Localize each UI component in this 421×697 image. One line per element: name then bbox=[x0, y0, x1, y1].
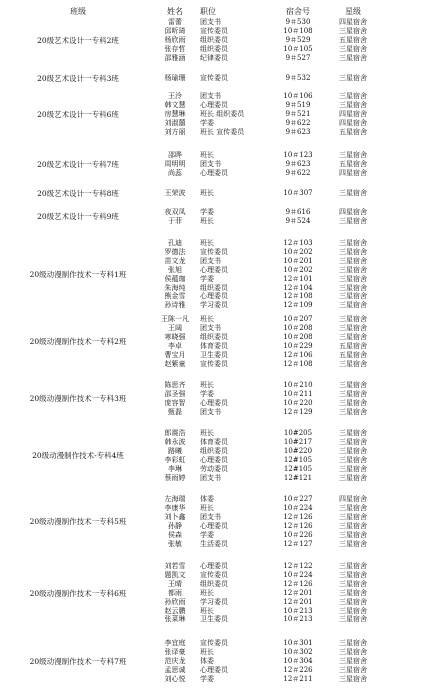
dorm-star-rating: 三星宿舍 bbox=[339, 437, 367, 446]
dorm-room: 12＃126 bbox=[283, 579, 313, 588]
member-name: 李宜庭 bbox=[164, 639, 186, 647]
member-name: 刘淑囍 bbox=[164, 118, 186, 127]
dorm-room: 10#220 bbox=[283, 446, 313, 455]
member-position: 劳动委员 bbox=[200, 464, 228, 473]
dorm-room: 10＃229 bbox=[283, 341, 313, 350]
dorm-star-rating: 三星宿舍 bbox=[339, 665, 367, 674]
dorm-star-rating: 三星宿舍 bbox=[339, 446, 367, 455]
member-name: 王晴 bbox=[168, 579, 182, 588]
dorm-room: 12＃122 bbox=[283, 562, 313, 570]
dorm-room: 12＃127 bbox=[283, 539, 313, 548]
member-name: 李卓 bbox=[168, 341, 182, 350]
dorm-room: 12＃211 bbox=[283, 674, 313, 683]
dorm-room: 10＃208 bbox=[283, 332, 313, 341]
dorm-room: 12#105 bbox=[283, 455, 313, 464]
header-position: 职位 bbox=[200, 7, 216, 16]
member-name: 郎震浩 bbox=[164, 429, 186, 437]
member-position: 心理委员 bbox=[200, 292, 228, 301]
dorm-room: 10＃224 bbox=[283, 503, 313, 512]
class-name: 20级艺术设计一专科6班 bbox=[37, 109, 119, 119]
header-room: 宿舍号 bbox=[286, 7, 310, 16]
member-position: 班长 bbox=[200, 381, 214, 389]
dorm-room: 12＃201 bbox=[283, 588, 313, 597]
class-name: 20级动漫制作技术一专科7班 bbox=[29, 656, 127, 666]
member-position: 团支书 bbox=[200, 407, 221, 416]
member-position: 生活委员 bbox=[200, 539, 228, 548]
dorm-room: 9＃524 bbox=[285, 216, 311, 225]
dorm-room: 12＃126 bbox=[283, 521, 313, 530]
member-position: 宣传委员 bbox=[200, 570, 228, 579]
member-position: 心理委员 bbox=[200, 100, 228, 109]
member-name: 王阔 bbox=[168, 323, 182, 332]
member-name: 赵紫童 bbox=[164, 359, 186, 368]
dorm-star-rating: 三星宿舍 bbox=[339, 407, 367, 416]
dorm-star-rating: 三星宿舍 bbox=[339, 606, 367, 615]
dorm-room: 12＃104 bbox=[283, 283, 313, 292]
dorm-star-rating: 四星宿舍 bbox=[339, 495, 367, 503]
member-name: 邵晔 bbox=[168, 151, 182, 159]
class-name: 20级艺术设计一专科2班 bbox=[37, 35, 119, 45]
member-position: 学习委员 bbox=[200, 597, 228, 606]
member-position: 班长 bbox=[200, 216, 214, 225]
dorm-star-rating: 三星宿舍 bbox=[339, 639, 367, 647]
member-position: 宣传委员 bbox=[200, 359, 228, 368]
member-name: 尚蕊 bbox=[168, 168, 182, 177]
dorm-room: 10＃208 bbox=[283, 323, 313, 332]
dorm-star-rating: 三星宿舍 bbox=[339, 674, 367, 683]
dorm-star-rating: 三星宿舍 bbox=[339, 256, 367, 265]
dorm-star-rating: 三星宿舍 bbox=[339, 239, 367, 247]
dorm-room: 12＃108 bbox=[283, 292, 313, 301]
dorm-room: 10＃123 bbox=[283, 151, 313, 159]
dorm-star-rating: 三星宿舍 bbox=[339, 464, 367, 473]
dorm-star-rating: 四星宿舍 bbox=[339, 109, 367, 118]
member-position: 团支书 bbox=[200, 323, 221, 332]
member-position: 班长 宣传委员 bbox=[200, 127, 245, 136]
member-name: 张译豪 bbox=[164, 647, 186, 656]
class-name: 20级艺术设计一专科9班 bbox=[37, 212, 119, 222]
header-star: 星级 bbox=[345, 7, 361, 16]
member-position: 心理委员 bbox=[200, 265, 228, 274]
dorm-star-rating: 三星宿舍 bbox=[339, 579, 367, 588]
member-position: 学委 bbox=[200, 208, 214, 216]
dorm-star-rating: 三星宿舍 bbox=[339, 473, 367, 482]
member-position: 心理委员 bbox=[200, 168, 228, 177]
member-position: 宣传委员 bbox=[200, 26, 228, 35]
member-position: 班长 bbox=[200, 151, 214, 159]
dorm-room: 9＃622 bbox=[285, 118, 311, 127]
member-name: 蔡雨婷 bbox=[164, 473, 186, 482]
dorm-room: 10#217 bbox=[283, 437, 313, 446]
member-position: 宣传委员 bbox=[200, 74, 228, 82]
member-position: 心理委员 bbox=[200, 455, 228, 464]
dorm-room: 9＃519 bbox=[285, 100, 311, 109]
class-name: 20级动漫制作技术一专科3班 bbox=[29, 394, 127, 404]
dorm-room: 9＃530 bbox=[285, 18, 311, 26]
member-position: 团支书 bbox=[200, 92, 221, 100]
member-name: 邱昕琦 bbox=[164, 26, 186, 35]
member-position: 心理委员 bbox=[200, 521, 228, 530]
dorm-room: 10＃106 bbox=[283, 92, 313, 100]
member-name: 张存哲 bbox=[164, 44, 186, 53]
dorm-star-rating: 三星宿舍 bbox=[339, 562, 367, 570]
dorm-star-rating: 三星宿舍 bbox=[339, 656, 367, 665]
member-name: 李康华 bbox=[164, 503, 186, 512]
dorm-star-rating: 五星宿舍 bbox=[339, 35, 367, 44]
member-position: 学委 bbox=[200, 674, 214, 683]
member-position: 组织委员 bbox=[200, 35, 228, 44]
member-name: 于菲 bbox=[168, 216, 182, 225]
member-position: 学委 bbox=[200, 530, 214, 539]
dorm-room: 12＃201 bbox=[283, 597, 313, 606]
member-name: 夜双凤 bbox=[164, 208, 186, 216]
member-name: 李琳 bbox=[168, 464, 182, 473]
dorm-room: 10＃210 bbox=[283, 381, 313, 389]
dorm-room: 9＃623 bbox=[285, 159, 311, 168]
member-position: 体委 bbox=[200, 656, 214, 665]
member-position: 组织委员 bbox=[200, 446, 228, 455]
dorm-star-rating: 五星宿舍 bbox=[339, 350, 367, 359]
dorm-star-rating: 三星宿舍 bbox=[339, 389, 367, 398]
dorm-room: 10＃226 bbox=[283, 530, 313, 539]
member-position: 团支书 bbox=[200, 256, 221, 265]
dorm-star-rating: 四星宿舍 bbox=[339, 208, 367, 216]
dorm-room: 12＃126 bbox=[283, 512, 313, 521]
class-name: 20级动漫制作技术一专科1班 bbox=[29, 270, 127, 280]
member-position: 团支书 bbox=[200, 512, 221, 521]
dorm-star-rating: 三星宿舍 bbox=[339, 530, 367, 539]
member-name: 周明明 bbox=[164, 159, 186, 168]
member-name: 曹宝月 bbox=[164, 350, 186, 359]
member-name: 侯森 bbox=[168, 530, 182, 539]
dorm-room: 12＃108 bbox=[283, 359, 313, 368]
dorm-room: 9＃622 bbox=[285, 168, 311, 177]
dorm-room: 12＃129 bbox=[283, 407, 313, 416]
dorm-room: 12#121 bbox=[283, 473, 313, 482]
class-name: 20级动漫制作技术-专科4班 bbox=[32, 451, 124, 461]
member-position: 学习委员 bbox=[200, 301, 228, 310]
dorm-star-rating: 三星宿舍 bbox=[339, 74, 367, 82]
member-name: 路曦 bbox=[168, 446, 182, 455]
dorm-star-rating: 三星宿舍 bbox=[339, 381, 367, 389]
dorm-room: 9＃529 bbox=[285, 35, 311, 44]
dorm-star-rating: 五星宿舍 bbox=[339, 127, 367, 136]
member-position: 班长 bbox=[200, 315, 214, 323]
dorm-star-rating: 三星宿舍 bbox=[339, 512, 367, 521]
dorm-star-rating: 三星宿舍 bbox=[339, 247, 367, 256]
member-position: 班长 bbox=[200, 588, 214, 597]
dorm-room: 10＃108 bbox=[283, 26, 313, 35]
member-name: 朱海纯 bbox=[164, 283, 186, 292]
dorm-room: 9＃532 bbox=[285, 74, 311, 82]
dorm-star-rating: 三星宿舍 bbox=[339, 521, 367, 530]
dorm-room: 10＃105 bbox=[283, 44, 313, 53]
dorm-star-rating: 四星宿舍 bbox=[339, 18, 367, 26]
member-name: 孙欣雨 bbox=[164, 597, 186, 606]
dorm-room: 9＃521 bbox=[285, 109, 311, 118]
dorm-room: 10＃211 bbox=[283, 389, 313, 398]
member-name: 孙静 bbox=[168, 521, 182, 530]
member-position: 班长 bbox=[200, 189, 214, 197]
dorm-star-rating: 三星宿舍 bbox=[339, 323, 367, 332]
class-name: 20级动漫制作技术一专科2班 bbox=[29, 337, 127, 347]
member-name: 孟思诚 bbox=[164, 665, 186, 674]
member-name: 左海瑞 bbox=[164, 495, 186, 503]
member-name: 范庆龙 bbox=[164, 656, 186, 665]
class-name: 20级动漫制作技术一专科6班 bbox=[29, 588, 127, 598]
member-position: 组织委员 bbox=[200, 283, 228, 292]
dorm-star-rating: 三星宿舍 bbox=[339, 265, 367, 274]
dorm-star-rating: 三星宿舍 bbox=[339, 503, 367, 512]
member-position: 学委 bbox=[200, 389, 214, 398]
member-name: 刘若雪 bbox=[164, 562, 186, 570]
member-position: 卫生委员 bbox=[200, 350, 228, 359]
dorm-star-rating: 三星宿舍 bbox=[339, 301, 367, 310]
dorm-star-rating: 三星宿舍 bbox=[339, 53, 367, 62]
member-position: 宣传委员 bbox=[200, 247, 228, 256]
member-name: 张敏 bbox=[168, 539, 182, 548]
dorm-star-rating: 三星宿舍 bbox=[339, 332, 367, 341]
dorm-star-rating: 三星宿舍 bbox=[339, 26, 367, 35]
dorm-room: 10＃213 bbox=[283, 615, 313, 624]
member-position: 团支书 bbox=[200, 159, 221, 168]
member-position: 组织委员 bbox=[200, 332, 228, 341]
member-name: 侯蕴珈 bbox=[164, 274, 186, 283]
member-name: 寒晓强 bbox=[164, 332, 186, 341]
member-name: 韩永波 bbox=[164, 437, 186, 446]
dorm-star-rating: 五星宿舍 bbox=[339, 341, 367, 350]
member-name: 雷蕾 bbox=[168, 18, 182, 26]
member-name: 邵圣强 bbox=[164, 389, 186, 398]
member-name: 熊金雪 bbox=[164, 292, 186, 301]
dorm-room: 12＃109 bbox=[283, 301, 313, 310]
dorm-star-rating: 三星宿舍 bbox=[339, 100, 367, 109]
class-name: 20级艺术设计一专科3班 bbox=[37, 74, 119, 83]
member-name: 杨瑜珊 bbox=[164, 74, 186, 82]
member-name: 刘方丽 bbox=[164, 127, 186, 136]
member-position: 班长 bbox=[200, 647, 214, 656]
dorm-star-rating: 三星宿舍 bbox=[339, 189, 367, 197]
dorm-star-rating: 三星宿舍 bbox=[339, 455, 367, 464]
member-name: 房慧琳 bbox=[164, 109, 186, 118]
dorm-room: 12＃101 bbox=[283, 274, 313, 283]
dorm-room: 10＃307 bbox=[283, 189, 313, 197]
member-position: 学委 bbox=[200, 118, 214, 127]
class-name: 20级艺术设计一专科8班 bbox=[37, 189, 119, 198]
member-name: 庞容智 bbox=[164, 398, 186, 407]
dorm-room: 10＃202 bbox=[283, 265, 313, 274]
member-position: 纪律委员 bbox=[200, 53, 228, 62]
member-name: 杨欣雨 bbox=[164, 35, 186, 44]
member-name: 苗文龙 bbox=[164, 256, 186, 265]
dorm-star-rating: 三星宿舍 bbox=[339, 292, 367, 301]
member-position: 心理委员 bbox=[200, 398, 228, 407]
member-name: 孔迪 bbox=[168, 239, 182, 247]
member-name: 罗德法 bbox=[164, 247, 186, 256]
member-name: 张旭 bbox=[168, 265, 182, 274]
member-position: 组织委员 bbox=[200, 579, 228, 588]
dorm-room: 10#205 bbox=[283, 429, 313, 437]
dorm-room: 10＃207 bbox=[283, 315, 313, 323]
dorm-room: 10＃224 bbox=[283, 570, 313, 579]
dorm-room: 12＃226 bbox=[283, 665, 313, 674]
class-name: 20级动漫制作技术一专科5班 bbox=[29, 517, 127, 527]
member-position: 团支书 bbox=[200, 473, 221, 482]
member-name: 都雨 bbox=[168, 588, 182, 597]
member-position: 班长 bbox=[200, 429, 214, 437]
member-position: 班长 bbox=[200, 503, 214, 512]
dorm-room: 9＃623 bbox=[285, 127, 311, 136]
dorm-star-rating: 三星宿舍 bbox=[339, 429, 367, 437]
member-name: 刘卜鑫 bbox=[164, 512, 186, 521]
dorm-star-rating: 三星宿舍 bbox=[339, 283, 367, 292]
member-position: 体委 bbox=[200, 495, 214, 503]
member-position: 宣传委员 bbox=[200, 639, 228, 647]
member-position: 团支书 bbox=[200, 18, 221, 26]
member-name: 张菜琳 bbox=[164, 615, 186, 624]
dorm-star-rating: 四星宿舍 bbox=[339, 118, 367, 127]
dorm-star-rating: 四星宿舍 bbox=[339, 168, 367, 177]
class-name: 20级艺术设计一专科7班 bbox=[37, 159, 119, 169]
member-name: 王陈一凡 bbox=[161, 315, 189, 323]
dorm-room: 10＃227 bbox=[283, 495, 313, 503]
dorm-star-rating: 三星宿舍 bbox=[339, 647, 367, 656]
dorm-star-rating: 三星宿舍 bbox=[339, 615, 367, 624]
dorm-room: 10＃201 bbox=[283, 256, 313, 265]
member-name: 孙诗雅 bbox=[164, 301, 186, 310]
member-name: 赵云鹏 bbox=[164, 606, 186, 615]
dorm-room: 10＃302 bbox=[283, 647, 313, 656]
member-name: 邵雅涵 bbox=[164, 53, 186, 62]
member-name: 韩文慧 bbox=[164, 100, 186, 109]
dorm-star-rating: 三星宿舍 bbox=[339, 44, 367, 53]
dorm-star-rating: 三星宿舍 bbox=[339, 588, 367, 597]
dorm-room: 10＃220 bbox=[283, 398, 313, 407]
dorm-room: 12＃103 bbox=[283, 239, 313, 247]
member-name: 王泠 bbox=[168, 92, 182, 100]
member-position: 班长 组织委员 bbox=[200, 109, 245, 118]
dorm-star-rating: 三星宿舍 bbox=[339, 398, 367, 407]
dorm-room: 10＃202 bbox=[283, 247, 313, 256]
dorm-star-rating: 三星宿舍 bbox=[339, 570, 367, 579]
member-name: 甄磊 bbox=[168, 407, 182, 416]
dorm-room: 10＃301 bbox=[283, 639, 313, 647]
member-name: 王荣波 bbox=[164, 189, 186, 197]
member-position: 组织委员 bbox=[200, 44, 228, 53]
member-name: 题凯文 bbox=[164, 570, 186, 579]
member-position: 体育委员 bbox=[200, 437, 228, 446]
header-class: 班级 bbox=[70, 7, 86, 16]
member-position: 班长 bbox=[200, 606, 214, 615]
member-name: 刘心悦 bbox=[164, 674, 186, 683]
member-position: 班长 bbox=[200, 239, 214, 247]
member-position: 心理委员 bbox=[200, 562, 228, 570]
member-position: 心理委员 bbox=[200, 665, 228, 674]
member-position: 学委 bbox=[200, 274, 214, 283]
dorm-star-rating: 三星宿舍 bbox=[339, 216, 367, 225]
dorm-star-rating: 三星宿舍 bbox=[339, 539, 367, 548]
dorm-room: 10＃304 bbox=[283, 656, 313, 665]
dorm-star-rating: 三星宿舍 bbox=[339, 597, 367, 606]
dorm-star-rating: 三星宿舍 bbox=[339, 359, 367, 368]
dorm-room: 12#105 bbox=[283, 464, 313, 473]
dorm-star-rating: 五星宿舍 bbox=[339, 159, 367, 168]
dorm-star-rating: 三星宿舍 bbox=[339, 315, 367, 323]
header-name: 姓名 bbox=[167, 7, 183, 16]
dorm-star-rating: 三星宿舍 bbox=[339, 274, 367, 283]
member-position: 体育委员 bbox=[200, 341, 228, 350]
dorm-room: 9＃616 bbox=[285, 208, 311, 216]
dorm-star-rating: 三星宿舍 bbox=[339, 151, 367, 159]
member-name: 陈思齐 bbox=[164, 381, 186, 389]
dorm-room: 9＃527 bbox=[285, 53, 311, 62]
dorm-room: 10＃213 bbox=[283, 606, 313, 615]
member-position: 卫生委员 bbox=[200, 615, 228, 624]
member-name: 李彩虹 bbox=[164, 455, 186, 464]
dorm-room: 12＃106 bbox=[283, 350, 313, 359]
dorm-star-rating: 三星宿舍 bbox=[339, 92, 367, 100]
